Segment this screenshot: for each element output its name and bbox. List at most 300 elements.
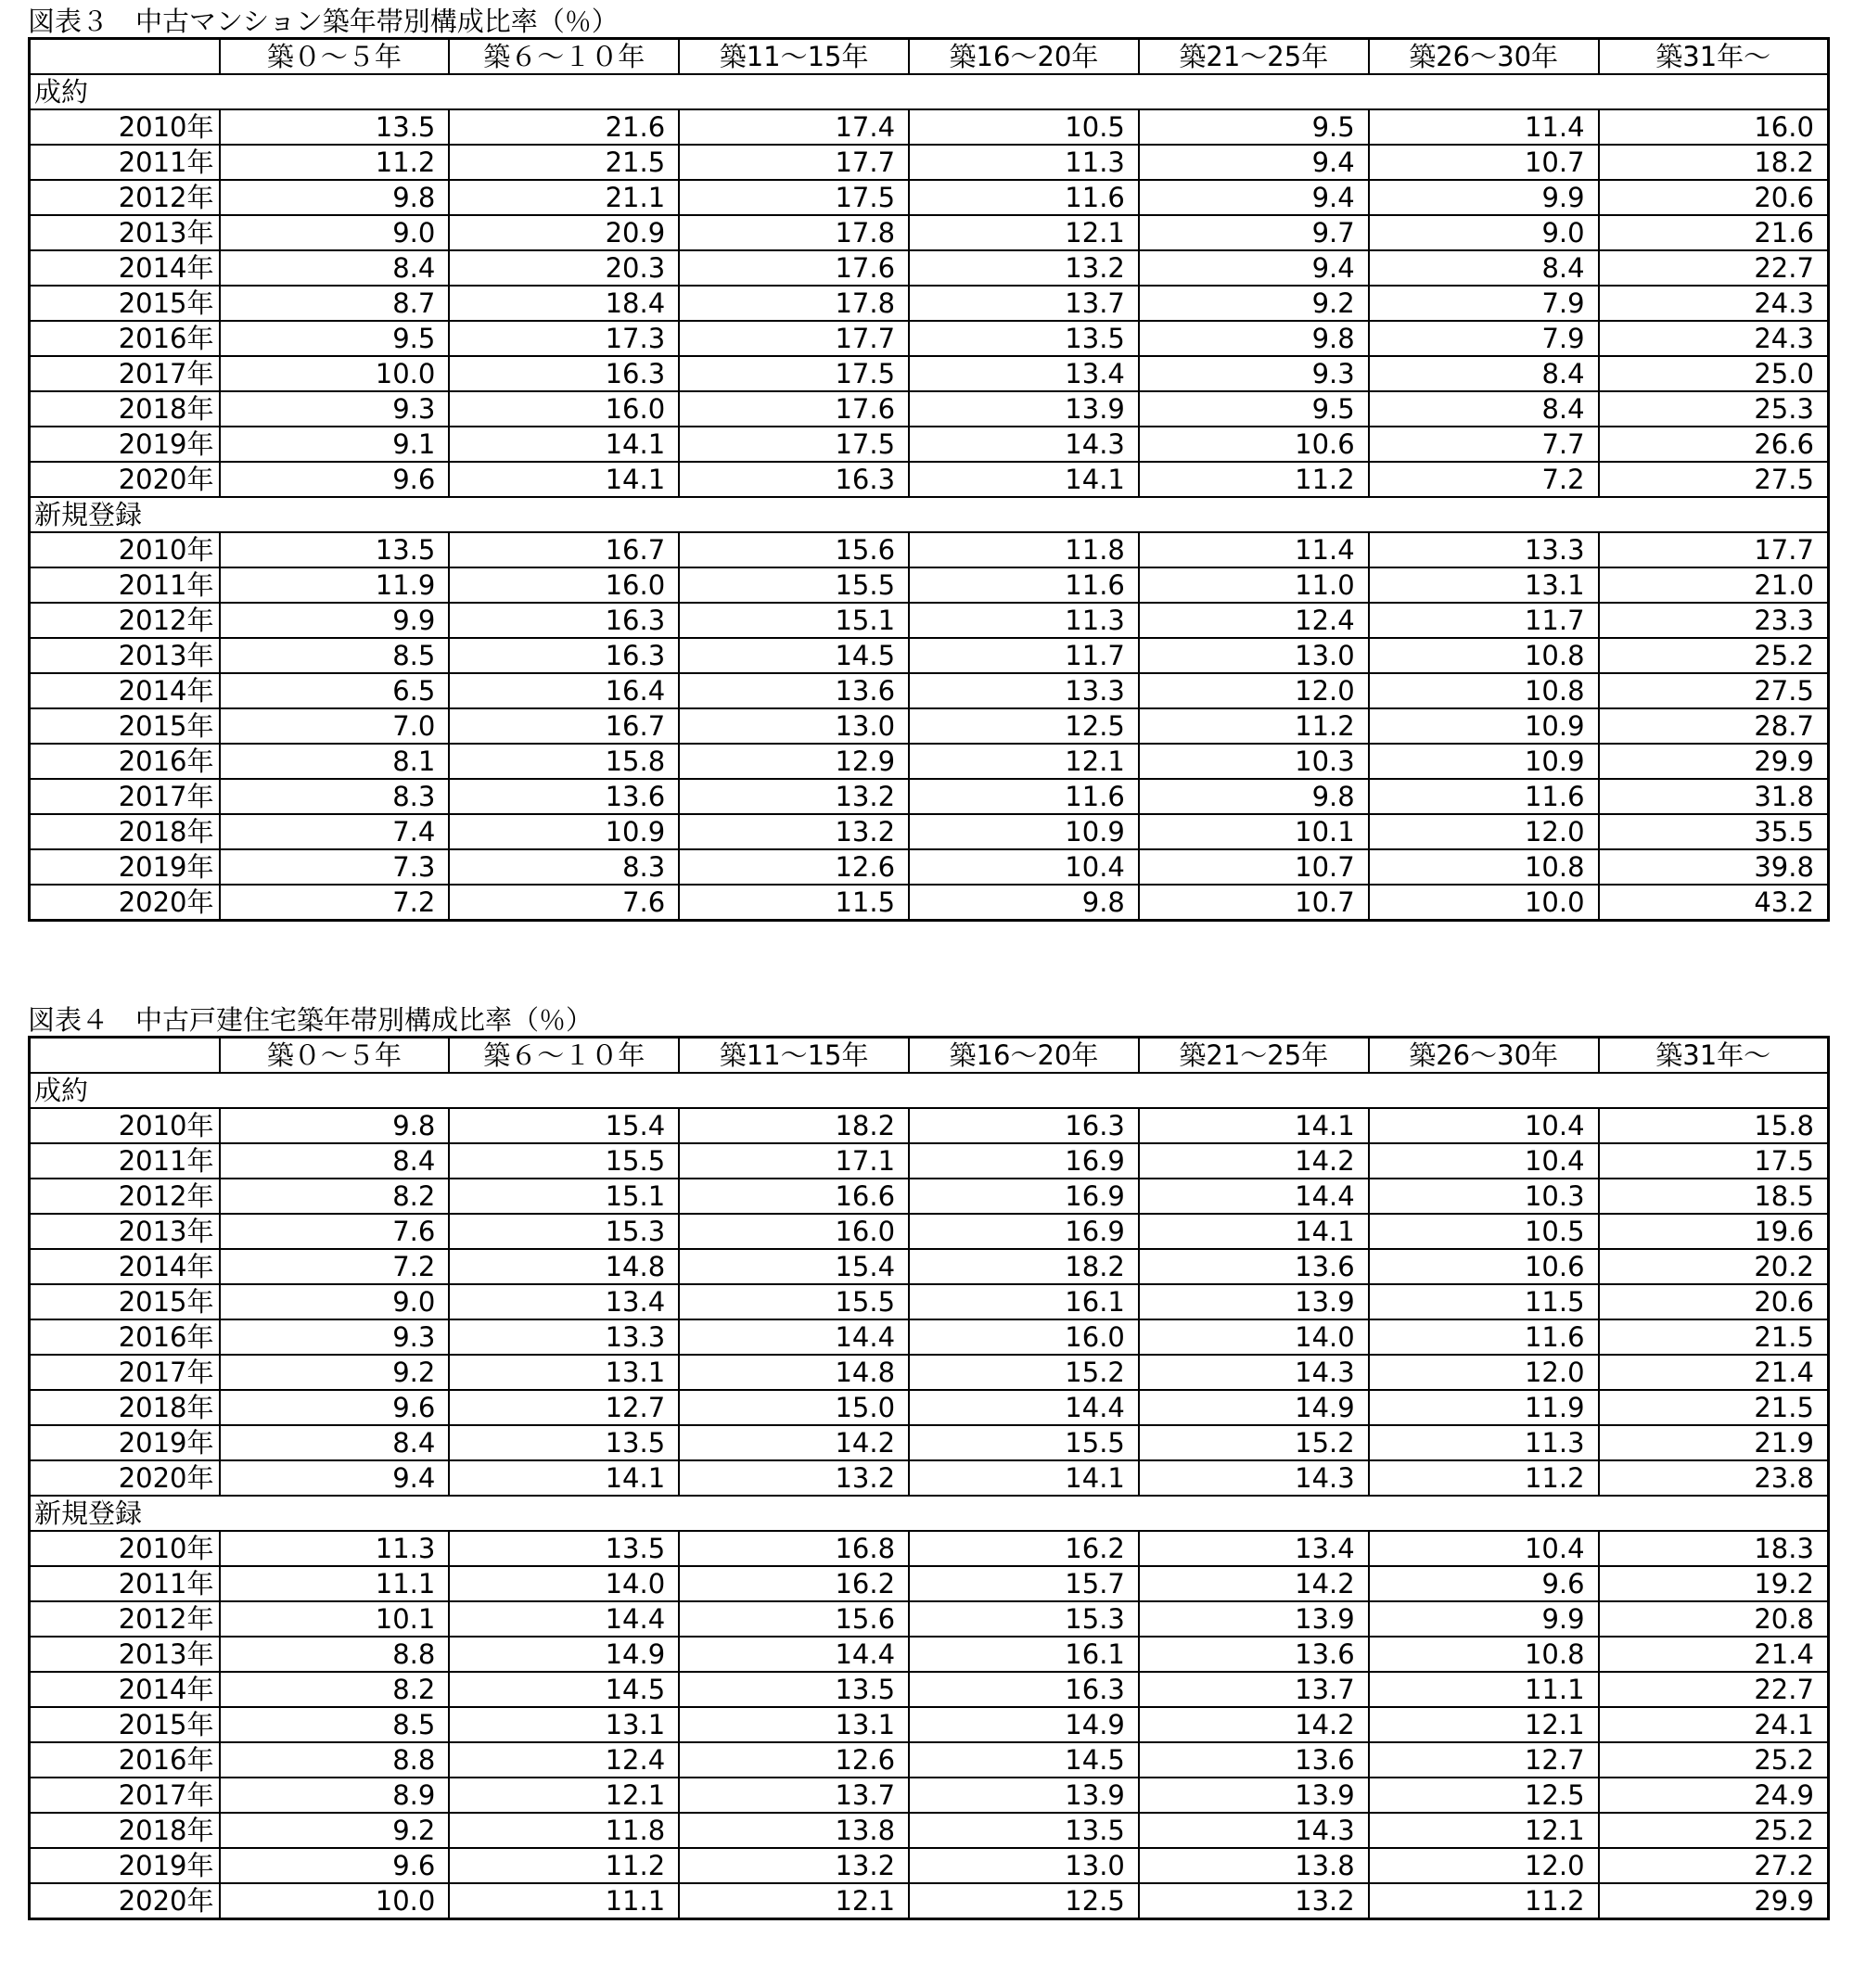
value-cell: 8.9 bbox=[220, 1778, 450, 1813]
value-cell: 7.9 bbox=[1369, 286, 1599, 321]
value-cell: 12.5 bbox=[1369, 1778, 1599, 1813]
year-cell: 2014年 bbox=[30, 673, 220, 708]
value-cell: 16.2 bbox=[909, 1531, 1139, 1566]
value-cell: 13.4 bbox=[449, 1284, 679, 1319]
value-cell: 19.2 bbox=[1599, 1566, 1829, 1601]
value-cell: 13.3 bbox=[449, 1319, 679, 1355]
value-cell: 9.5 bbox=[220, 321, 450, 356]
year-cell: 2013年 bbox=[30, 638, 220, 673]
value-cell: 24.3 bbox=[1599, 286, 1829, 321]
value-cell: 8.1 bbox=[220, 744, 450, 779]
value-cell: 35.5 bbox=[1599, 814, 1829, 849]
value-cell: 11.6 bbox=[1369, 779, 1599, 814]
value-cell: 9.1 bbox=[220, 427, 450, 462]
value-cell: 13.0 bbox=[909, 1848, 1139, 1883]
table-row bbox=[30, 1637, 1829, 1672]
value-cell: 13.0 bbox=[1139, 638, 1369, 673]
value-cell: 15.8 bbox=[1599, 1108, 1829, 1143]
value-cell: 11.9 bbox=[220, 567, 450, 603]
header-cell: 築６～１０年 bbox=[449, 39, 679, 75]
value-cell: 14.1 bbox=[1139, 1108, 1369, 1143]
value-cell: 15.1 bbox=[679, 603, 909, 638]
table-row bbox=[30, 1390, 1829, 1425]
value-cell: 13.7 bbox=[679, 1778, 909, 1813]
value-cell: 11.2 bbox=[449, 1848, 679, 1883]
section-row bbox=[30, 74, 1829, 109]
value-cell: 16.6 bbox=[679, 1179, 909, 1214]
header-cell: 築16～20年 bbox=[909, 39, 1139, 75]
value-cell: 14.4 bbox=[449, 1601, 679, 1637]
table-row bbox=[30, 1707, 1829, 1742]
value-cell: 13.6 bbox=[1139, 1249, 1369, 1284]
value-cell: 13.3 bbox=[909, 673, 1139, 708]
table-row bbox=[30, 567, 1829, 603]
value-cell: 8.2 bbox=[220, 1672, 450, 1707]
value-cell: 24.3 bbox=[1599, 321, 1829, 356]
data-table bbox=[28, 37, 1830, 922]
value-cell: 9.8 bbox=[1139, 321, 1369, 356]
value-cell: 14.1 bbox=[909, 1460, 1139, 1496]
table-row bbox=[30, 1355, 1829, 1390]
header-cell: 築21～25年 bbox=[1139, 39, 1369, 75]
table-row bbox=[30, 532, 1829, 567]
value-cell: 15.0 bbox=[679, 1390, 909, 1425]
value-cell: 9.4 bbox=[1139, 250, 1369, 286]
header-cell: 築26～30年 bbox=[1369, 39, 1599, 75]
value-cell: 20.9 bbox=[449, 215, 679, 250]
header-cell: 築６～１０年 bbox=[449, 1038, 679, 1074]
value-cell: 9.3 bbox=[220, 1319, 450, 1355]
value-cell: 10.6 bbox=[1369, 1249, 1599, 1284]
table-row bbox=[30, 1742, 1829, 1778]
value-cell: 16.7 bbox=[449, 532, 679, 567]
header-cell: 築０～５年 bbox=[220, 1038, 450, 1074]
value-cell: 11.5 bbox=[679, 885, 909, 921]
table-row bbox=[30, 885, 1829, 921]
value-cell: 11.8 bbox=[449, 1813, 679, 1848]
year-cell: 2020年 bbox=[30, 462, 220, 497]
value-cell: 15.5 bbox=[449, 1143, 679, 1179]
value-cell: 12.4 bbox=[449, 1742, 679, 1778]
value-cell: 12.1 bbox=[909, 744, 1139, 779]
value-cell: 9.5 bbox=[1139, 391, 1369, 427]
value-cell: 31.8 bbox=[1599, 779, 1829, 814]
year-cell: 2012年 bbox=[30, 603, 220, 638]
value-cell: 15.4 bbox=[679, 1249, 909, 1284]
value-cell: 11.0 bbox=[1139, 567, 1369, 603]
value-cell: 11.3 bbox=[909, 145, 1139, 180]
value-cell: 14.8 bbox=[679, 1355, 909, 1390]
value-cell: 27.5 bbox=[1599, 462, 1829, 497]
value-cell: 15.2 bbox=[1139, 1425, 1369, 1460]
value-cell: 10.9 bbox=[909, 814, 1139, 849]
value-cell: 15.8 bbox=[449, 744, 679, 779]
value-cell: 16.9 bbox=[909, 1179, 1139, 1214]
year-cell: 2013年 bbox=[30, 1214, 220, 1249]
value-cell: 15.6 bbox=[679, 532, 909, 567]
value-cell: 8.8 bbox=[220, 1637, 450, 1672]
value-cell: 10.4 bbox=[1369, 1531, 1599, 1566]
section-row bbox=[30, 497, 1829, 532]
value-cell: 10.7 bbox=[1139, 849, 1369, 885]
value-cell: 12.9 bbox=[679, 744, 909, 779]
value-cell: 7.6 bbox=[220, 1214, 450, 1249]
table-title: 図表３ 中古マンション築年帯別構成比率（％） bbox=[28, 6, 619, 37]
value-cell: 20.8 bbox=[1599, 1601, 1829, 1637]
header-cell: 築26～30年 bbox=[1369, 1038, 1599, 1074]
value-cell: 10.8 bbox=[1369, 638, 1599, 673]
year-cell: 2012年 bbox=[30, 180, 220, 215]
value-cell: 15.4 bbox=[449, 1108, 679, 1143]
table-block-3 bbox=[28, 6, 1827, 922]
value-cell: 10.7 bbox=[1369, 145, 1599, 180]
value-cell: 12.1 bbox=[1369, 1707, 1599, 1742]
year-cell: 2014年 bbox=[30, 1672, 220, 1707]
table-row bbox=[30, 1319, 1829, 1355]
value-cell: 16.3 bbox=[449, 638, 679, 673]
value-cell: 10.9 bbox=[1369, 744, 1599, 779]
value-cell: 17.5 bbox=[679, 356, 909, 391]
value-cell: 22.7 bbox=[1599, 1672, 1829, 1707]
value-cell: 10.3 bbox=[1139, 744, 1369, 779]
value-cell: 24.9 bbox=[1599, 1778, 1829, 1813]
year-cell: 2010年 bbox=[30, 532, 220, 567]
value-cell: 14.1 bbox=[1139, 1214, 1369, 1249]
value-cell: 7.7 bbox=[1369, 427, 1599, 462]
value-cell: 18.2 bbox=[909, 1249, 1139, 1284]
value-cell: 12.0 bbox=[1139, 673, 1369, 708]
table-row bbox=[30, 145, 1829, 180]
value-cell: 9.8 bbox=[220, 180, 450, 215]
value-cell: 12.1 bbox=[449, 1778, 679, 1813]
value-cell: 10.4 bbox=[909, 849, 1139, 885]
value-cell: 8.5 bbox=[220, 638, 450, 673]
value-cell: 9.9 bbox=[1369, 1601, 1599, 1637]
table-row bbox=[30, 1778, 1829, 1813]
value-cell: 16.9 bbox=[909, 1143, 1139, 1179]
year-cell: 2020年 bbox=[30, 1460, 220, 1496]
value-cell: 14.3 bbox=[1139, 1813, 1369, 1848]
value-cell: 9.6 bbox=[220, 1848, 450, 1883]
table-body bbox=[30, 74, 1829, 921]
value-cell: 12.1 bbox=[1369, 1813, 1599, 1848]
table-row bbox=[30, 356, 1829, 391]
table-row bbox=[30, 250, 1829, 286]
year-cell: 2012年 bbox=[30, 1179, 220, 1214]
table-row bbox=[30, 1883, 1829, 1919]
year-cell: 2020年 bbox=[30, 885, 220, 921]
header-cell: 築11～15年 bbox=[679, 39, 909, 75]
value-cell: 21.1 bbox=[449, 180, 679, 215]
value-cell: 11.7 bbox=[909, 638, 1139, 673]
header-cell: 築０～５年 bbox=[220, 39, 450, 75]
value-cell: 14.2 bbox=[1139, 1143, 1369, 1179]
value-cell: 11.2 bbox=[1369, 1883, 1599, 1919]
table-row bbox=[30, 1531, 1829, 1566]
value-cell: 10.4 bbox=[1369, 1108, 1599, 1143]
year-cell: 2019年 bbox=[30, 849, 220, 885]
value-cell: 20.6 bbox=[1599, 180, 1829, 215]
value-cell: 12.4 bbox=[1139, 603, 1369, 638]
year-cell: 2018年 bbox=[30, 1390, 220, 1425]
section-row bbox=[30, 1073, 1829, 1108]
value-cell: 11.1 bbox=[449, 1883, 679, 1919]
value-cell: 8.4 bbox=[220, 250, 450, 286]
year-cell: 2010年 bbox=[30, 1108, 220, 1143]
value-cell: 12.6 bbox=[679, 1742, 909, 1778]
value-cell: 9.8 bbox=[220, 1108, 450, 1143]
value-cell: 25.2 bbox=[1599, 1742, 1829, 1778]
value-cell: 12.1 bbox=[909, 215, 1139, 250]
year-cell: 2010年 bbox=[30, 109, 220, 145]
value-cell: 17.6 bbox=[679, 250, 909, 286]
value-cell: 20.6 bbox=[1599, 1284, 1829, 1319]
value-cell: 13.2 bbox=[679, 1848, 909, 1883]
value-cell: 13.6 bbox=[449, 779, 679, 814]
year-cell: 2018年 bbox=[30, 391, 220, 427]
table-row bbox=[30, 427, 1829, 462]
value-cell: 9.0 bbox=[1369, 215, 1599, 250]
header-cell bbox=[30, 39, 220, 75]
value-cell: 7.2 bbox=[1369, 462, 1599, 497]
table-row bbox=[30, 1566, 1829, 1601]
value-cell: 14.5 bbox=[449, 1672, 679, 1707]
value-cell: 8.2 bbox=[220, 1179, 450, 1214]
value-cell: 10.1 bbox=[1139, 814, 1369, 849]
value-cell: 25.2 bbox=[1599, 1813, 1829, 1848]
value-cell: 16.1 bbox=[909, 1637, 1139, 1672]
value-cell: 12.7 bbox=[1369, 1742, 1599, 1778]
value-cell: 13.2 bbox=[679, 1460, 909, 1496]
value-cell: 10.9 bbox=[449, 814, 679, 849]
year-cell: 2013年 bbox=[30, 1637, 220, 1672]
value-cell: 14.1 bbox=[909, 462, 1139, 497]
value-cell: 15.6 bbox=[679, 1601, 909, 1637]
value-cell: 20.3 bbox=[449, 250, 679, 286]
value-cell: 15.5 bbox=[909, 1425, 1139, 1460]
value-cell: 14.3 bbox=[1139, 1460, 1369, 1496]
table-row bbox=[30, 1848, 1829, 1883]
year-cell: 2017年 bbox=[30, 1778, 220, 1813]
value-cell: 21.5 bbox=[449, 145, 679, 180]
value-cell: 13.2 bbox=[679, 814, 909, 849]
value-cell: 16.4 bbox=[449, 673, 679, 708]
value-cell: 9.9 bbox=[1369, 180, 1599, 215]
year-cell: 2011年 bbox=[30, 1566, 220, 1601]
value-cell: 8.3 bbox=[449, 849, 679, 885]
value-cell: 12.0 bbox=[1369, 1848, 1599, 1883]
value-cell: 28.7 bbox=[1599, 708, 1829, 744]
value-cell: 13.9 bbox=[909, 391, 1139, 427]
value-cell: 15.2 bbox=[909, 1355, 1139, 1390]
value-cell: 13.8 bbox=[679, 1813, 909, 1848]
value-cell: 8.7 bbox=[220, 286, 450, 321]
value-cell: 14.4 bbox=[679, 1637, 909, 1672]
year-cell: 2014年 bbox=[30, 250, 220, 286]
year-cell: 2015年 bbox=[30, 1284, 220, 1319]
value-cell: 25.3 bbox=[1599, 391, 1829, 427]
table-row bbox=[30, 1425, 1829, 1460]
value-cell: 9.5 bbox=[1139, 109, 1369, 145]
value-cell: 11.4 bbox=[1139, 532, 1369, 567]
year-cell: 2010年 bbox=[30, 1531, 220, 1566]
value-cell: 15.3 bbox=[909, 1601, 1139, 1637]
value-cell: 13.7 bbox=[909, 286, 1139, 321]
value-cell: 16.0 bbox=[449, 567, 679, 603]
section-row bbox=[30, 1496, 1829, 1531]
year-cell: 2012年 bbox=[30, 1601, 220, 1637]
value-cell: 11.6 bbox=[909, 180, 1139, 215]
table-row bbox=[30, 1601, 1829, 1637]
table-row bbox=[30, 1249, 1829, 1284]
value-cell: 10.1 bbox=[220, 1601, 450, 1637]
value-cell: 21.4 bbox=[1599, 1355, 1829, 1390]
value-cell: 17.6 bbox=[679, 391, 909, 427]
table-row bbox=[30, 109, 1829, 145]
value-cell: 16.9 bbox=[909, 1214, 1139, 1249]
value-cell: 12.0 bbox=[1369, 814, 1599, 849]
value-cell: 16.2 bbox=[679, 1566, 909, 1601]
value-cell: 12.7 bbox=[449, 1390, 679, 1425]
header-row bbox=[30, 39, 1829, 75]
value-cell: 12.5 bbox=[909, 708, 1139, 744]
value-cell: 11.8 bbox=[909, 532, 1139, 567]
value-cell: 14.2 bbox=[1139, 1707, 1369, 1742]
value-cell: 13.2 bbox=[909, 250, 1139, 286]
table-row bbox=[30, 391, 1829, 427]
table-row bbox=[30, 1672, 1829, 1707]
value-cell: 16.7 bbox=[449, 708, 679, 744]
value-cell: 21.5 bbox=[1599, 1390, 1829, 1425]
year-cell: 2017年 bbox=[30, 1355, 220, 1390]
value-cell: 11.1 bbox=[1369, 1672, 1599, 1707]
year-cell: 2020年 bbox=[30, 1883, 220, 1919]
value-cell: 14.4 bbox=[909, 1390, 1139, 1425]
table-row bbox=[30, 744, 1829, 779]
year-cell: 2019年 bbox=[30, 1848, 220, 1883]
value-cell: 9.0 bbox=[220, 1284, 450, 1319]
value-cell: 6.5 bbox=[220, 673, 450, 708]
value-cell: 11.3 bbox=[1369, 1425, 1599, 1460]
value-cell: 21.6 bbox=[1599, 215, 1829, 250]
value-cell: 13.8 bbox=[1139, 1848, 1369, 1883]
value-cell: 13.0 bbox=[679, 708, 909, 744]
value-cell: 24.1 bbox=[1599, 1707, 1829, 1742]
value-cell: 16.3 bbox=[909, 1108, 1139, 1143]
value-cell: 13.1 bbox=[449, 1707, 679, 1742]
value-cell: 12.6 bbox=[679, 849, 909, 885]
value-cell: 17.5 bbox=[679, 180, 909, 215]
value-cell: 18.2 bbox=[1599, 145, 1829, 180]
value-cell: 11.7 bbox=[1369, 603, 1599, 638]
year-cell: 2017年 bbox=[30, 779, 220, 814]
value-cell: 13.9 bbox=[1139, 1778, 1369, 1813]
value-cell: 8.4 bbox=[1369, 391, 1599, 427]
value-cell: 18.2 bbox=[679, 1108, 909, 1143]
value-cell: 23.3 bbox=[1599, 603, 1829, 638]
value-cell: 10.8 bbox=[1369, 1637, 1599, 1672]
value-cell: 14.8 bbox=[449, 1249, 679, 1284]
value-cell: 11.6 bbox=[909, 567, 1139, 603]
section-label: 新規登録 bbox=[30, 497, 1829, 532]
value-cell: 14.5 bbox=[909, 1742, 1139, 1778]
value-cell: 17.1 bbox=[679, 1143, 909, 1179]
value-cell: 8.5 bbox=[220, 1707, 450, 1742]
value-cell: 13.9 bbox=[909, 1778, 1139, 1813]
value-cell: 16.0 bbox=[449, 391, 679, 427]
value-cell: 16.0 bbox=[1599, 109, 1829, 145]
value-cell: 14.5 bbox=[679, 638, 909, 673]
value-cell: 16.8 bbox=[679, 1531, 909, 1566]
value-cell: 9.6 bbox=[220, 1390, 450, 1425]
value-cell: 11.2 bbox=[1139, 462, 1369, 497]
value-cell: 13.5 bbox=[679, 1672, 909, 1707]
value-cell: 9.4 bbox=[220, 1460, 450, 1496]
section-label: 新規登録 bbox=[30, 1496, 1829, 1531]
year-cell: 2017年 bbox=[30, 356, 220, 391]
value-cell: 14.9 bbox=[1139, 1390, 1369, 1425]
value-cell: 17.5 bbox=[679, 427, 909, 462]
table-row bbox=[30, 1179, 1829, 1214]
value-cell: 25.2 bbox=[1599, 638, 1829, 673]
year-cell: 2014年 bbox=[30, 1249, 220, 1284]
table-row bbox=[30, 286, 1829, 321]
value-cell: 14.4 bbox=[1139, 1179, 1369, 1214]
table-row bbox=[30, 849, 1829, 885]
value-cell: 12.1 bbox=[679, 1883, 909, 1919]
value-cell: 12.0 bbox=[1369, 1355, 1599, 1390]
value-cell: 9.4 bbox=[1139, 145, 1369, 180]
value-cell: 8.4 bbox=[1369, 250, 1599, 286]
value-cell: 15.7 bbox=[909, 1566, 1139, 1601]
value-cell: 15.5 bbox=[679, 567, 909, 603]
value-cell: 10.4 bbox=[1369, 1143, 1599, 1179]
value-cell: 11.3 bbox=[220, 1531, 450, 1566]
data-table bbox=[28, 1036, 1830, 1920]
value-cell: 10.0 bbox=[1369, 885, 1599, 921]
year-cell: 2016年 bbox=[30, 321, 220, 356]
value-cell: 11.6 bbox=[909, 779, 1139, 814]
year-cell: 2015年 bbox=[30, 708, 220, 744]
table-row bbox=[30, 708, 1829, 744]
value-cell: 10.3 bbox=[1369, 1179, 1599, 1214]
year-cell: 2011年 bbox=[30, 567, 220, 603]
value-cell: 13.6 bbox=[679, 673, 909, 708]
year-cell: 2016年 bbox=[30, 1319, 220, 1355]
value-cell: 9.2 bbox=[220, 1813, 450, 1848]
value-cell: 16.1 bbox=[909, 1284, 1139, 1319]
value-cell: 13.9 bbox=[1139, 1284, 1369, 1319]
value-cell: 27.2 bbox=[1599, 1848, 1829, 1883]
value-cell: 17.5 bbox=[1599, 1143, 1829, 1179]
value-cell: 11.2 bbox=[1139, 708, 1369, 744]
table-body bbox=[30, 1073, 1829, 1919]
value-cell: 19.6 bbox=[1599, 1214, 1829, 1249]
header-row bbox=[30, 1038, 1829, 1074]
table-row bbox=[30, 1284, 1829, 1319]
value-cell: 27.5 bbox=[1599, 673, 1829, 708]
value-cell: 13.6 bbox=[1139, 1637, 1369, 1672]
value-cell: 11.5 bbox=[1369, 1284, 1599, 1319]
table-row bbox=[30, 1460, 1829, 1496]
value-cell: 10.8 bbox=[1369, 849, 1599, 885]
value-cell: 9.4 bbox=[1139, 180, 1369, 215]
value-cell: 14.0 bbox=[449, 1566, 679, 1601]
header-cell: 築31年～ bbox=[1599, 1038, 1829, 1074]
table-row bbox=[30, 462, 1829, 497]
value-cell: 11.2 bbox=[220, 145, 450, 180]
value-cell: 13.4 bbox=[909, 356, 1139, 391]
